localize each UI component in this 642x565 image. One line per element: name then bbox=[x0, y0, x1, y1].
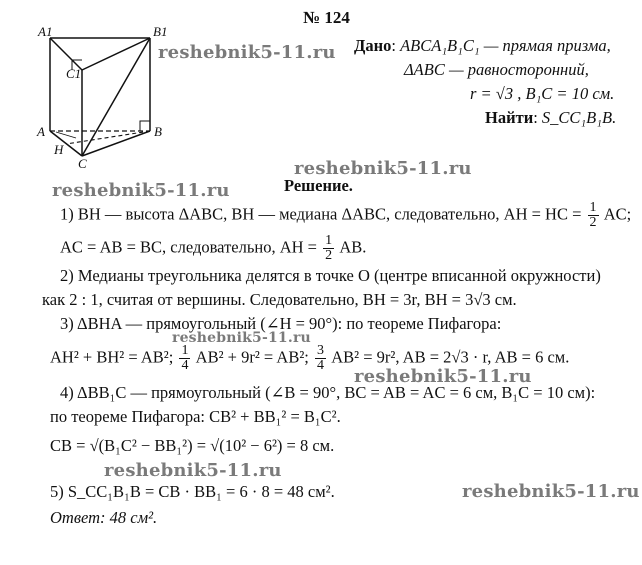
diagonal-b1c bbox=[82, 38, 150, 156]
step-1-text: 1) BH — высота ΔABC, BH — медиана ΔABC, следовательно, AH = HC = bbox=[60, 204, 582, 224]
label-c: C bbox=[78, 156, 87, 171]
fraction-half-2 bbox=[323, 234, 334, 263]
step-1-line-a bbox=[60, 201, 631, 230]
label-a1: A1 bbox=[38, 24, 53, 39]
label-c1: C1 bbox=[66, 66, 82, 81]
step-4-line-c: CB = √(B₁C² − BB₁²) = √(10² − 6²) = 8 см. bbox=[50, 436, 335, 455]
fraction-three-quarters bbox=[315, 344, 326, 373]
frac-num-4: 3 bbox=[317, 343, 324, 358]
edge-c1b1 bbox=[82, 38, 150, 70]
step-5-line: 5) S_CC₁B₁B = CB · BB₁ = 6 · 8 = 48 см². bbox=[50, 482, 335, 501]
step-2-line-a: 2) Медианы треугольника делятся в точке O (центре вписанной окружности) bbox=[60, 266, 601, 285]
step-1b-text: AC = AB = BC, следовательно, AH = bbox=[60, 237, 317, 257]
step-3-eq-1: AH² + BH² = AB²; bbox=[50, 347, 174, 367]
problem-number: № 124 bbox=[303, 8, 350, 27]
frac-num-2: 1 bbox=[325, 233, 333, 248]
label-b: B bbox=[154, 124, 162, 139]
label-h: H bbox=[54, 142, 64, 157]
label-a: A bbox=[37, 124, 45, 139]
edge-cb bbox=[82, 131, 150, 156]
find-value: S_CC₁B₁B. bbox=[541, 108, 617, 127]
watermark-1: reshebnik5-11.ru bbox=[158, 42, 336, 63]
watermark-6: reshebnik5-11.ru bbox=[104, 460, 282, 481]
fraction-quarter bbox=[179, 344, 190, 373]
label-b1: B1 bbox=[153, 24, 168, 39]
frac-den-3: 4 bbox=[181, 358, 189, 373]
find-label: Найти bbox=[485, 108, 534, 127]
step-1b-end: AB. bbox=[339, 237, 367, 257]
answer-line: Ответ: 48 см². bbox=[50, 508, 158, 527]
frac-num-3: 1 bbox=[181, 343, 189, 358]
solution-title: Решение. bbox=[284, 176, 353, 195]
given-line-3: r = √3 , B₁C = 10 см. bbox=[470, 84, 615, 103]
step-1-end: AC; bbox=[603, 204, 632, 224]
watermark-4: reshebnik5-11.ru bbox=[172, 330, 311, 346]
step-1-line-b bbox=[60, 234, 366, 263]
given-line-2: ΔABC — равносторонний, bbox=[404, 60, 589, 79]
watermark-7: reshebnik5-11.ru bbox=[462, 481, 640, 502]
step-3-eq-3: AB² = 9r², AB = 2√3 · r, AB = 6 см. bbox=[331, 347, 570, 367]
watermark-3: reshebnik5-11.ru bbox=[52, 180, 230, 201]
step-4-line-b: по теореме Пифагора: CB² + BB₁² = B₁C². bbox=[50, 407, 341, 426]
given-label: Дано bbox=[354, 36, 392, 55]
watermark-2: reshebnik5-11.ru bbox=[294, 158, 472, 179]
fraction-half bbox=[588, 201, 599, 230]
watermark-5: reshebnik5-11.ru bbox=[354, 366, 532, 387]
find-line: Найти: S_CC₁B₁B. bbox=[485, 108, 617, 127]
given-text-1: ABCA₁B₁C₁ — прямая призма, bbox=[400, 36, 611, 55]
step-4-line-a: 4) ΔBB₁C — прямоугольный (∠B = 90°, BC = AB = AC = 6 см, B₁C = 10 см): bbox=[60, 383, 596, 402]
frac-den-2: 2 bbox=[325, 248, 333, 263]
step-2-line-b: как 2 : 1, считая от вершины. Следовательно, BH = 3r, BH = 3√3 см. bbox=[42, 290, 517, 309]
frac-den: 2 bbox=[589, 215, 597, 230]
given-line-1: Дано: ABCA₁B₁C₁ — прямая призма, bbox=[354, 36, 611, 55]
height-bh bbox=[66, 131, 150, 144]
step-3-line-a: 3) ΔBHA — прямоугольный (∠H = 90°): по теореме Пифагора: bbox=[60, 314, 502, 333]
frac-num: 1 bbox=[589, 200, 597, 215]
frac-den-4: 4 bbox=[317, 358, 324, 373]
step-3-eq-2: AB² + 9r² = AB²; bbox=[195, 347, 309, 367]
right-angle-b bbox=[140, 121, 150, 131]
